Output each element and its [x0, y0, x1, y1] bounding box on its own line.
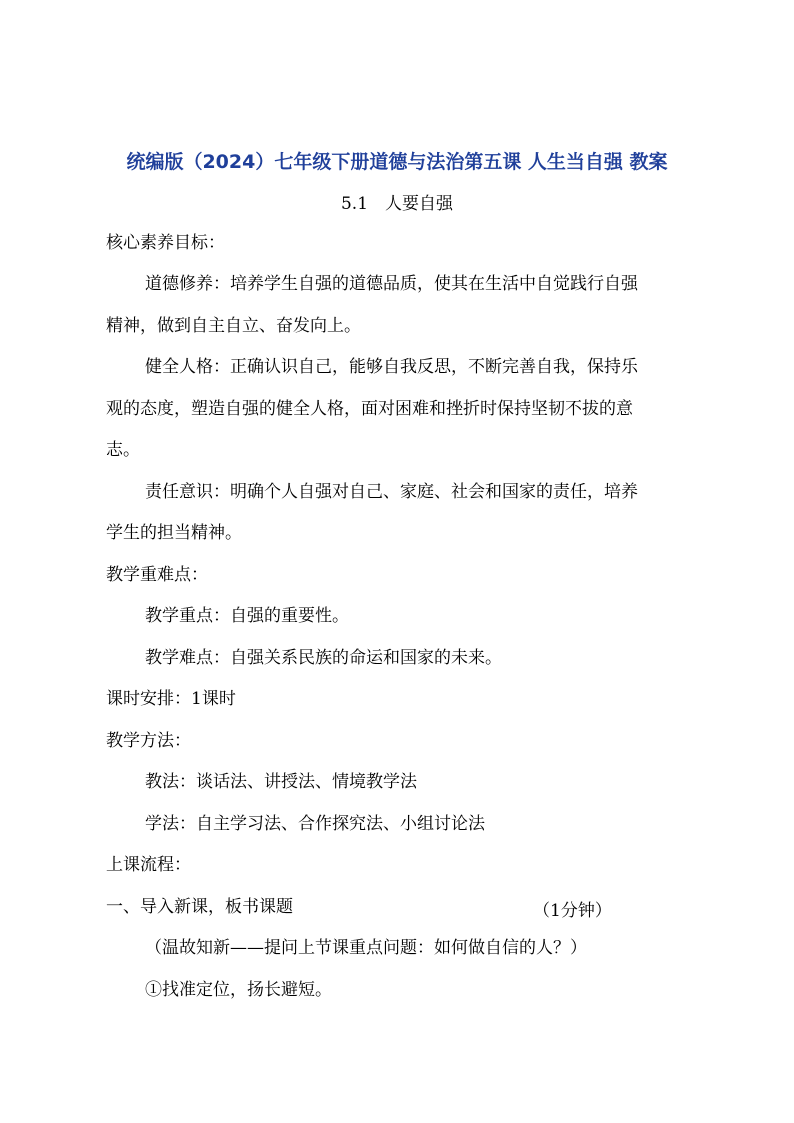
paragraph-line: 责任意识：明确个人自强对自己、家庭、社会和国家的责任，培养: [145, 482, 638, 502]
paragraph-line: 教学重点：自强的重要性。: [145, 606, 349, 626]
heading-schedule: 课时安排：1课时: [106, 689, 236, 709]
paragraph-line: （温故知新——提问上节课重点问题：如何做自信的人？）: [145, 938, 587, 958]
heading-core-goals: 核心素养目标：: [106, 233, 225, 253]
paragraph-line: 学生的担当精神。: [106, 523, 242, 543]
heading-key-points: 教学重难点：: [106, 565, 208, 585]
heading-process: 上课流程：: [106, 855, 191, 875]
heading-methods: 教学方法：: [106, 731, 191, 751]
paragraph-line: 观的态度，塑造自强的健全人格，面对困难和挫折时保持坚韧不拔的意: [106, 399, 633, 419]
paragraph-line: 教学难点：自强关系民族的命运和国家的未来。: [145, 648, 502, 668]
document-title: 统编版（2024）七年级下册道德与法治第五课 人生当自强 教案: [126, 151, 668, 173]
paragraph-line: ①找准定位，扬长避短。: [145, 980, 332, 1000]
paragraph-line: 志。: [106, 440, 140, 460]
section-heading: 一、导入新课，板书课题: [106, 897, 293, 917]
paragraph-line: 精神，做到自主自立、奋发向上。: [106, 316, 361, 336]
section-subtitle: 5.1 人要自强: [340, 194, 454, 214]
paragraph-line: 健全人格：正确认识自己，能够自我反思，不断完善自我，保持乐: [145, 357, 638, 377]
time-note: （1分钟）: [533, 901, 612, 921]
paragraph-line: 学法：自主学习法、合作探究法、小组讨论法: [145, 814, 485, 834]
paragraph-line: 教法：谈话法、讲授法、情境教学法: [145, 772, 417, 792]
paragraph-line: 道德修养：培养学生自强的道德品质，使其在生活中自觉践行自强: [145, 274, 638, 294]
